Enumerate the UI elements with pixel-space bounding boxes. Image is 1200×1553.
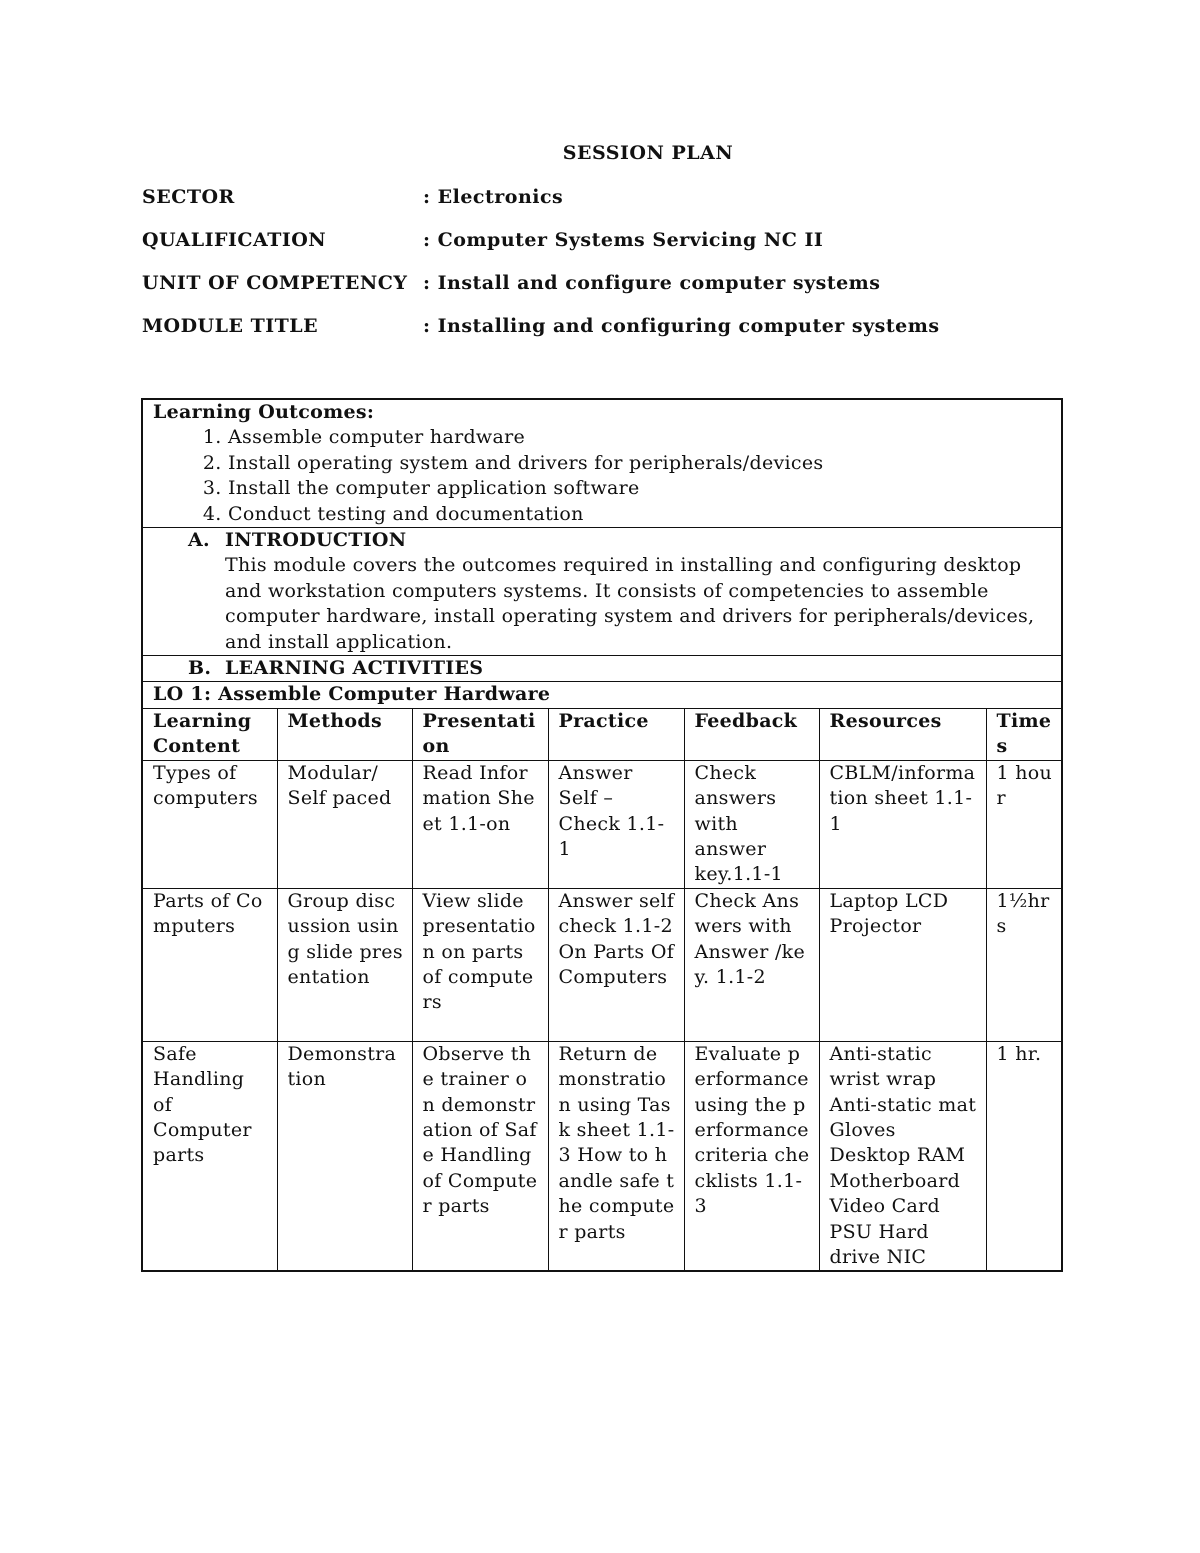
section-title: INTRODUCTION [225, 529, 407, 552]
introduction-row [142, 528, 1062, 656]
column-header: Times [986, 708, 1062, 760]
column-header: Feedback [684, 708, 819, 760]
column-header: Practice [548, 708, 684, 760]
table-header-row [142, 708, 1062, 760]
table-cell: Return demonstration using Task sheet 1.1-3 How to handle safe the computer parts [548, 1041, 684, 1271]
table-cell: 1 hour [986, 760, 1062, 888]
column-header: Presentation [412, 708, 548, 760]
column-header: Methods [277, 708, 412, 760]
table-cell: Safe Handling of Computer parts [142, 1041, 277, 1271]
table-cell: Demonstration [277, 1041, 412, 1271]
session-plan-table [141, 398, 1063, 1272]
table-cell: Answer self check 1.1-2 On Parts Of Computers [548, 888, 684, 1041]
list-item: 2. Install operating system and drivers for peripherals/devices [228, 451, 1053, 476]
header-label: MODULE TITLE [142, 315, 319, 337]
list-item: 4. Conduct testing and documentation [228, 502, 1053, 527]
table-row [142, 1041, 1062, 1271]
list-item: 1. Assemble computer hardware [228, 425, 1053, 450]
introduction-body: This module covers the outcomes required in installing and configuring desktop and workstation computers systems. It consists of competencies to assemble computer hardware, install operating system and drivers for peripherals/devices, and install application. [225, 554, 1035, 653]
table-cell: Anti-static wrist wrap Anti-static mat Gloves Desktop RAM Motherboard Video Card PSU Hard drive NIC [819, 1041, 986, 1271]
learning-outcomes-heading: Learning Outcomes: [153, 401, 375, 423]
column-header: Learning Content [142, 708, 277, 760]
header-value: : Computer Systems Servicing NC II [423, 229, 824, 251]
table-cell: 1 hr. [986, 1041, 1062, 1271]
header-label: UNIT OF COMPETENCY [142, 272, 408, 294]
header-label: QUALIFICATION [142, 229, 327, 251]
activities-heading [153, 656, 1053, 681]
table-cell: Check answers with answer key.1.1-1 [684, 760, 819, 888]
column-header: Resources [819, 708, 986, 760]
learning-outcomes-row [142, 399, 1062, 528]
table-cell: View slide presentation on parts of computers [412, 888, 548, 1041]
table-row [142, 888, 1062, 1041]
table-cell: Answer Self – Check 1.1-1 [548, 760, 684, 888]
table-cell: Evaluate performance using the performance criteria checklists 1.1-3 [684, 1041, 819, 1271]
header-value: : Electronics [423, 186, 564, 208]
activities-heading-row [142, 656, 1062, 682]
lo-title: LO 1: Assemble Computer Hardware [142, 682, 1062, 708]
table-cell: Group discussion using slide presentation [277, 888, 412, 1041]
header-value: : Installing and configuring computer systems [423, 315, 940, 337]
section-title: LEARNING ACTIVITIES [225, 657, 484, 680]
section-letter: A. [188, 529, 210, 552]
table-cell: Observe the trainer on demonstration of Safe Handling of Computer parts [412, 1041, 548, 1271]
table-cell: Check Answers with Answer /key. 1.1-2 [684, 888, 819, 1041]
page-title: SESSION PLAN [562, 142, 734, 164]
table-cell: CBLM/information sheet 1.1-1 [819, 760, 986, 888]
header-label: SECTOR [142, 186, 235, 208]
table-cell: Parts of Computers [142, 888, 277, 1041]
learning-outcomes-list [153, 425, 1053, 527]
introduction-heading [153, 528, 1053, 553]
table-cell: Read Information Sheet 1.1-on [412, 760, 548, 888]
section-letter: B. [188, 657, 212, 680]
table-row [142, 760, 1062, 888]
list-item: 3. Install the computer application software [228, 476, 1053, 501]
header-value: : Install and configure computer systems [423, 272, 881, 294]
table-cell: 1½hrs [986, 888, 1062, 1041]
table-cell: Laptop LCD Projector [819, 888, 986, 1041]
table-cell: Modular/ Self paced [277, 760, 412, 888]
table-cell: Types of computers [142, 760, 277, 888]
lo-title-row [142, 682, 1062, 708]
